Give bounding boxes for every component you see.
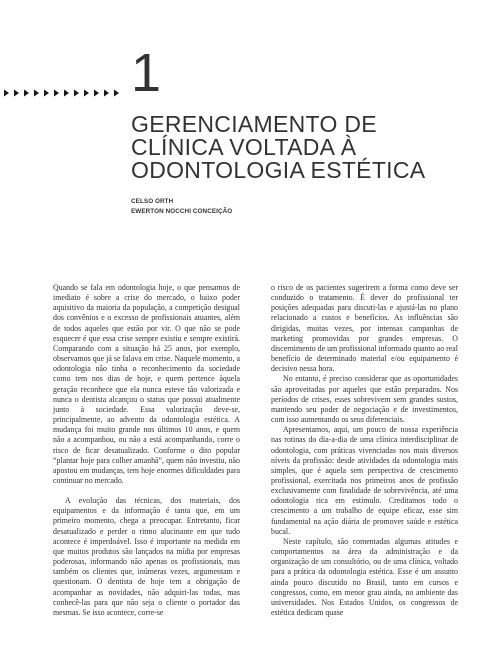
chapter-arrow-markers (4, 88, 124, 98)
author-name: CELSO ORTH (131, 198, 174, 205)
body-paragraph: Quando se fala em odontologia hoje, o que pensamos de imediato é sobre a crise do mercado, o baixo poder aquisitivo da maioria da população, a competição desigual dos convênios e o excesso de profissionais atuantes, além de todos aqueles que estão por vir. O que não se pode esquecer é que essa crise sempre existiu e sempre existirá. Comparando com a situação há 25 anos, por exemplo, observamos que já se falava em crise. Naquele momento, a odontologia não tinha o reconhecimento da sociedade como tem nos dias de hoje, e quem pertence àquela geração reconhece que ela nunca esteve tão valorizada e nunca o dentista alcançou o status que possui atualmente junto à sociedade. Essa valorização deve-se, principalmente, ao advento da odontologia estética. A mudança foi muito grande nos últimos 10 anos, e quem não a acompanhou, ou não a está acompanhando, corre o risco de ficar desatualizado. Conforme o dito popular “plantar hoje para colher amanhã”, quem não investiu, não apostou em mudanças, tem hoje enormes dificuldades para continuar no mercado. (53, 283, 240, 485)
chapter-title (131, 113, 471, 182)
chapter-title-line: CLÍNICA VOLTADA À (131, 134, 357, 160)
author-name: EWERTON NOCCHI CONCEIÇÃO (131, 207, 233, 215)
chapter-number: 1 (131, 43, 162, 103)
body-paragraph: Neste capítulo, são comentadas algumas atitudes e comportamentos na área da administração e da organização de um consultório, ou de uma clínica, voltado para a prática da odontologia estética. Esse é um assunto ainda pouco discutido no Brasil, tanto em cursos e congressos, como, em menor grau ainda, no ambiente das universidades. Nos Estados Unidos, os congressos de estética dedicam quase (271, 536, 458, 617)
chapter-title-line: GERENCIAMENTO DE (131, 111, 377, 137)
body-paragraph: Apresentamos, aqui, um pouco de nossa experiência nas rotinas do dia-a-dia de uma clínica interdisciplinar de odontologia, com práticas vivenciadas nos mais diversos níveis da profissão: desde atividades da odontologia mais simples, que é aquela sem perspectiva de crescimento profissional, exercitada nos primeiros anos de profissão exclusivamente com finalidade de sobrevivência, até uma odontologia rica em estímulo. Creditamos todo o crescimento a um trabalho de equipe eficaz, esse sim fundamental na ação diária de promover saúde e estética bucal. (271, 425, 458, 536)
chapter-authors (131, 197, 232, 216)
body-column-right (271, 283, 458, 618)
chapter-title-line: ODONTOLOGIA ESTÉTICA (131, 157, 426, 183)
body-paragraph: o risco de os pacientes sugerirem a forma como deve ser conduzido o tratamento. É dever do profissional ter posições adequadas para discuti-las e ajustá-las no plano relacionado a custos e benefícios. As influências são dirigidas, muitas vezes, por intensas campanhas de marketing promovidas por grandes empresas. O discernimento de um profissional informado quanto ao real benefício de determinado material e/ou equipamento é decisivo nessa hora. (271, 283, 458, 374)
body-paragraph: No entanto, é preciso considerar que as oportunidades são aproveitadas por aqueles que estão preparados. Nos períodos de crises, esses sobrevivem sem grandes sustos, mantendo seu poder de negociação e de investimentos, com isso aumentando os seus diferenciais. (271, 374, 458, 425)
body-column-left (53, 283, 240, 618)
body-paragraph: A evolução das técnicas, dos materiais, dos equipamentos e da informação é tanta que, em um primeiro momento, chega a preocupar. Entretanto, ficar desatualizado e perder o ritmo alucinante em que tudo acontece é imperdoável. Isso é importante na medida em que muitos produtos são lançados na mídia por empresas poderosas, informando não apenas os profissionais, mas também os clientes que, inúmeras vezes, argumentam e questionam. O dentista de hoje tem a obrigação de acompanhar as novidades, não adquiri-las todas, mas conhecê-las para que não seja o cliente o portador das mesmas. Se isso acontece, corre-se (53, 496, 240, 617)
